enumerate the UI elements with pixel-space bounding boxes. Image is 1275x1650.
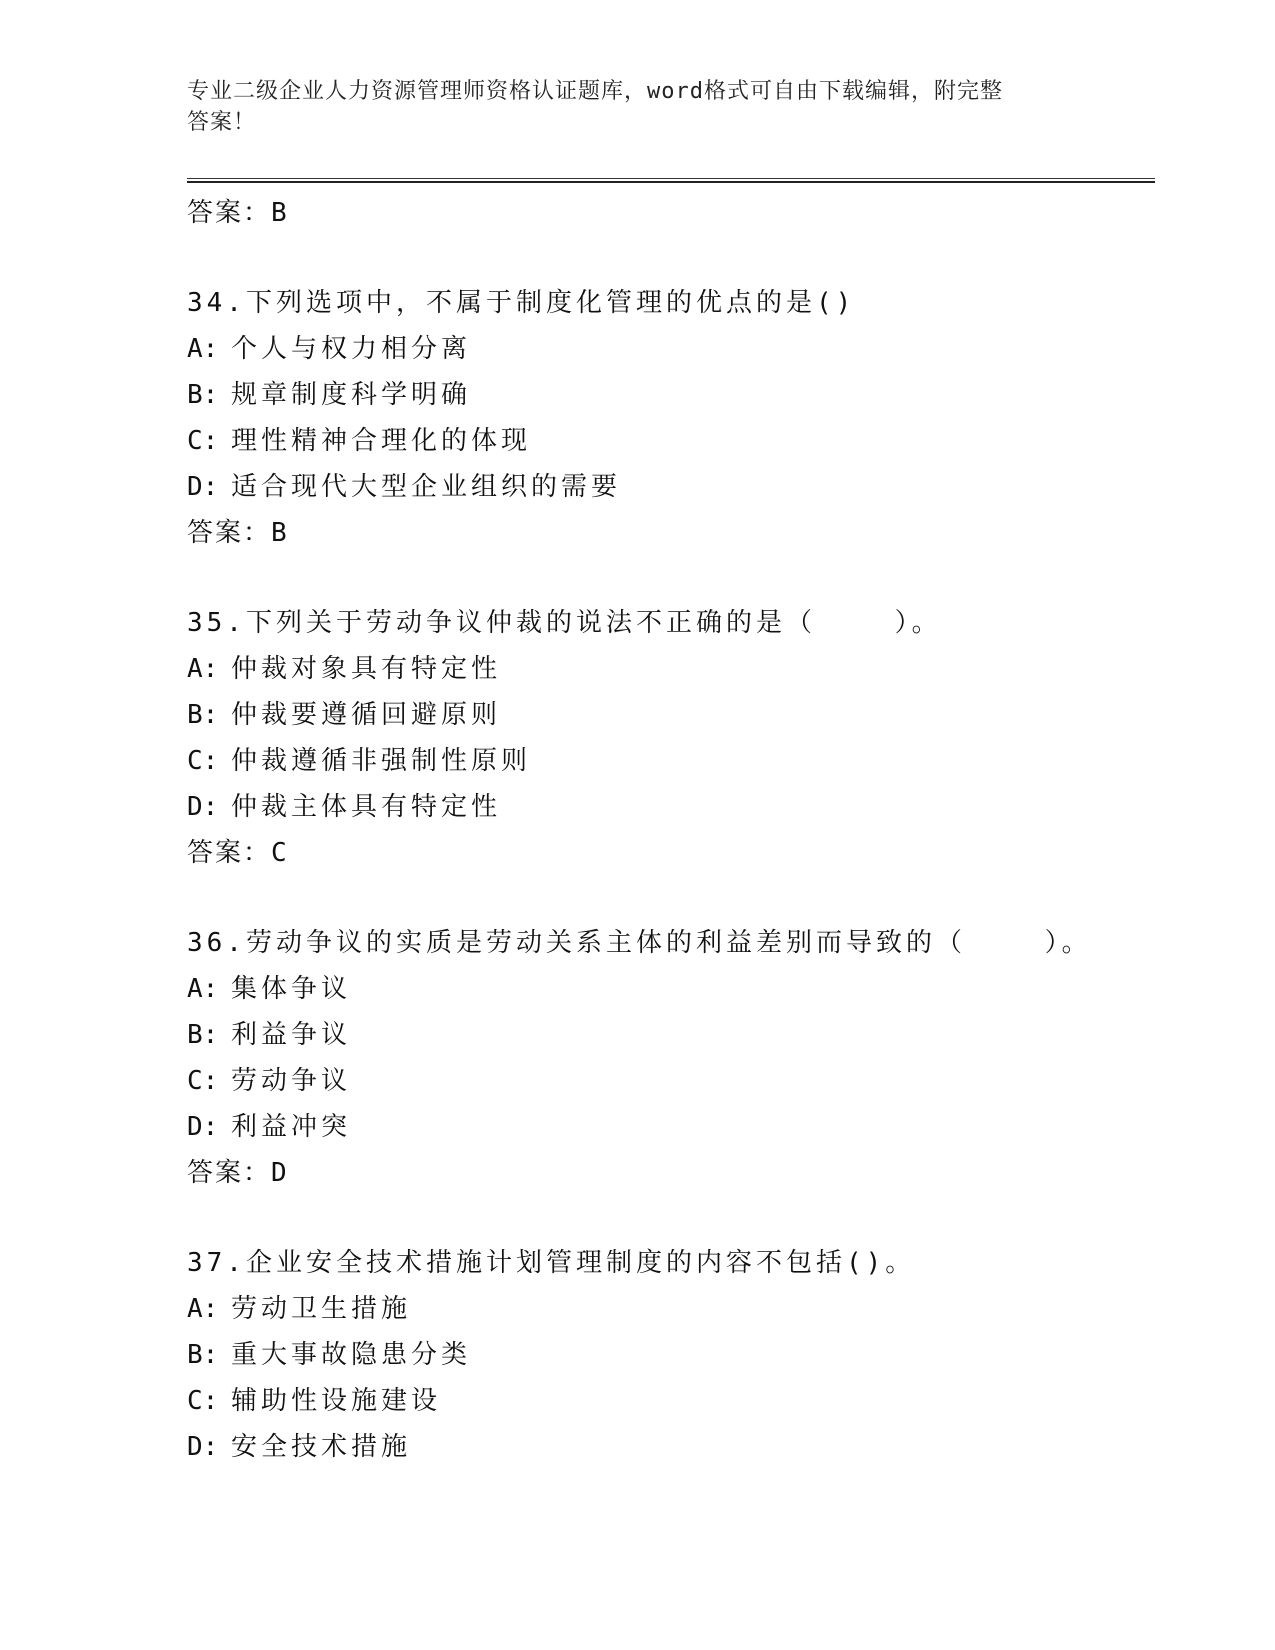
- option-c: [187, 738, 1147, 784]
- header-line-1: 专业二级企业人力资源管理师资格认证题库，word格式可自由下载编辑，附完整: [187, 79, 1003, 104]
- option-key: D:: [187, 1432, 219, 1462]
- question-stem: 34.下列选项中，不属于制度化管理的优点的是(): [187, 288, 856, 318]
- option-key: C:: [187, 1066, 219, 1096]
- answer-line: 答案：D: [187, 1158, 289, 1188]
- option-text: 辅助性设施建设: [231, 1386, 442, 1416]
- option-key: A:: [187, 1294, 219, 1324]
- option-text: 理性精神合理化的体现: [231, 426, 532, 456]
- question-stem: 35.下列关于劳动争议仲裁的说法不正确的是（ ）。: [187, 608, 942, 638]
- option-key: B:: [187, 700, 219, 730]
- option-c: [187, 1378, 1147, 1424]
- option-text: 规章制度科学明确: [231, 380, 472, 410]
- option-key: C:: [187, 1386, 219, 1416]
- option-key: D:: [187, 1112, 219, 1142]
- header-line-2: 答案！: [187, 110, 257, 135]
- document-header: [187, 76, 1067, 138]
- option-key: C:: [187, 746, 219, 776]
- question-37: [187, 1240, 1147, 1470]
- option-d: [187, 1104, 1147, 1150]
- option-b: [187, 1332, 1147, 1378]
- option-key: D:: [187, 472, 219, 502]
- option-c: [187, 418, 1147, 464]
- question-list: [187, 190, 1147, 1470]
- option-b: [187, 692, 1147, 738]
- option-text: 利益冲突: [231, 1112, 352, 1142]
- option-text: 仲裁要遵循回避原则: [231, 700, 502, 730]
- answer-line: 答案：B: [187, 198, 289, 228]
- option-key: D:: [187, 792, 219, 822]
- option-text: 劳动争议: [231, 1066, 352, 1096]
- option-key: C:: [187, 426, 219, 456]
- option-d: [187, 784, 1147, 830]
- answer-line: 答案：C: [187, 838, 289, 868]
- option-text: 利益争议: [231, 1020, 352, 1050]
- option-b: [187, 1012, 1147, 1058]
- option-text: 仲裁遵循非强制性原则: [231, 746, 532, 776]
- option-text: 劳动卫生措施: [231, 1294, 412, 1324]
- option-key: A:: [187, 974, 219, 1004]
- option-a: [187, 1286, 1147, 1332]
- answer-line: 答案：B: [187, 518, 289, 548]
- option-a: [187, 646, 1147, 692]
- question-36: [187, 920, 1147, 1196]
- option-d: [187, 464, 1147, 510]
- option-key: A:: [187, 334, 219, 364]
- question-35: [187, 600, 1147, 876]
- option-text: 重大事故隐患分类: [231, 1340, 472, 1370]
- header-rule-thick: [187, 181, 1155, 183]
- option-text: 适合现代大型企业组织的需要: [231, 472, 622, 502]
- option-text: 个人与权力相分离: [231, 334, 472, 364]
- option-key: B:: [187, 1020, 219, 1050]
- option-text: 安全技术措施: [231, 1432, 412, 1462]
- question-stem: 37.企业安全技术措施计划管理制度的内容不包括()。: [187, 1248, 916, 1278]
- option-a: [187, 966, 1147, 1012]
- option-a: [187, 326, 1147, 372]
- option-d: [187, 1424, 1147, 1470]
- question-34: [187, 280, 1147, 556]
- option-b: [187, 372, 1147, 418]
- option-text: 仲裁对象具有特定性: [231, 654, 502, 684]
- option-text: 仲裁主体具有特定性: [231, 792, 502, 822]
- option-c: [187, 1058, 1147, 1104]
- option-key: A:: [187, 654, 219, 684]
- header-rule-thin: [187, 178, 1155, 179]
- question-stem: 36.劳动争议的实质是劳动关系主体的利益差别而导致的（ ）。: [187, 928, 1092, 958]
- option-text: 集体争议: [231, 974, 352, 1004]
- option-key: B:: [187, 380, 219, 410]
- option-key: B:: [187, 1340, 219, 1370]
